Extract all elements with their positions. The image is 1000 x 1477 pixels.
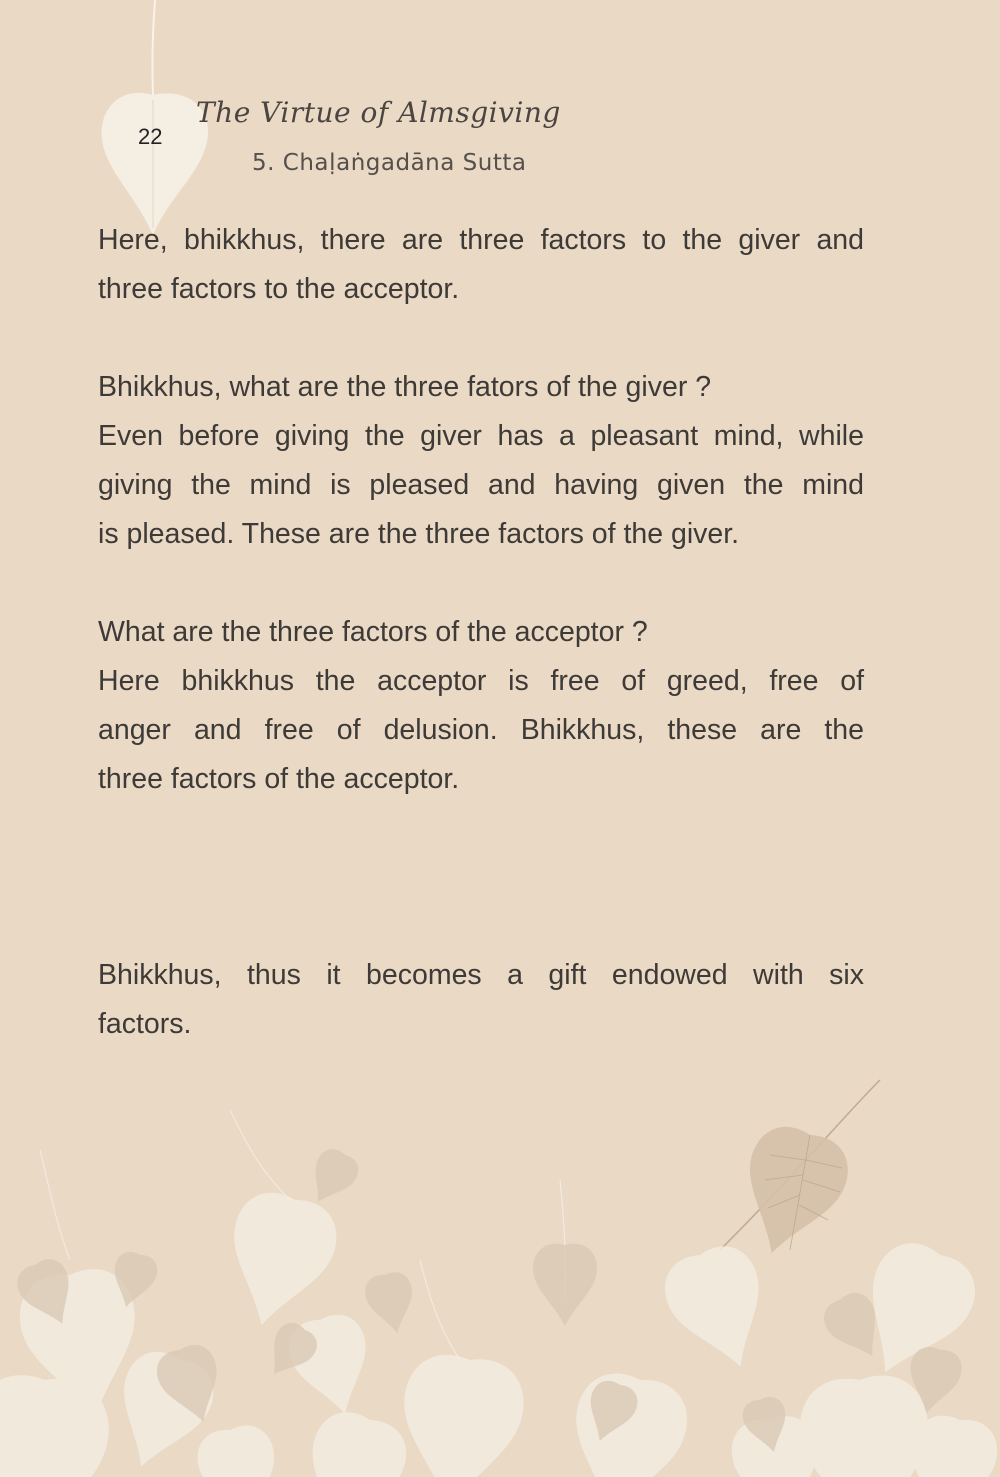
text-line: Bhikkhus, what are the three fators of the giver ? (98, 371, 712, 403)
paragraph (98, 363, 864, 559)
text-line: anger and free of delusion. Bhikkhus, these are the (98, 714, 864, 746)
chapter-title: 5. Chaḷaṅgadāna Sutta (252, 150, 527, 176)
text-line: Here bhikkhus the acceptor is free of greed, free of (98, 665, 864, 697)
text-line: giving the mind is pleased and having given the mind (98, 469, 864, 501)
text-line: three factors to the acceptor. (98, 273, 460, 305)
text-line: Here, bhikkhus, there are three factors to the giver and (98, 224, 864, 256)
page-number: 22 (138, 124, 163, 149)
book-title: The Virtue of Almsgiving (196, 96, 561, 129)
bodhi-leaves-pattern-icon (0, 1060, 1000, 1477)
text-line: Even before giving the giver has a pleasant mind, while (98, 420, 864, 452)
text-line: is pleased. These are the three factors of the giver. (98, 518, 740, 550)
paragraph (98, 608, 864, 804)
text-line: factors. (98, 1008, 192, 1040)
text-line: What are the three factors of the acceptor ? (98, 616, 648, 648)
text-line: Bhikkhus, thus it becomes a gift endowed with six (98, 959, 864, 991)
paragraph (98, 216, 864, 314)
paragraph (98, 951, 864, 1049)
text-line: three factors of the acceptor. (98, 763, 460, 795)
body-text (98, 216, 864, 1049)
